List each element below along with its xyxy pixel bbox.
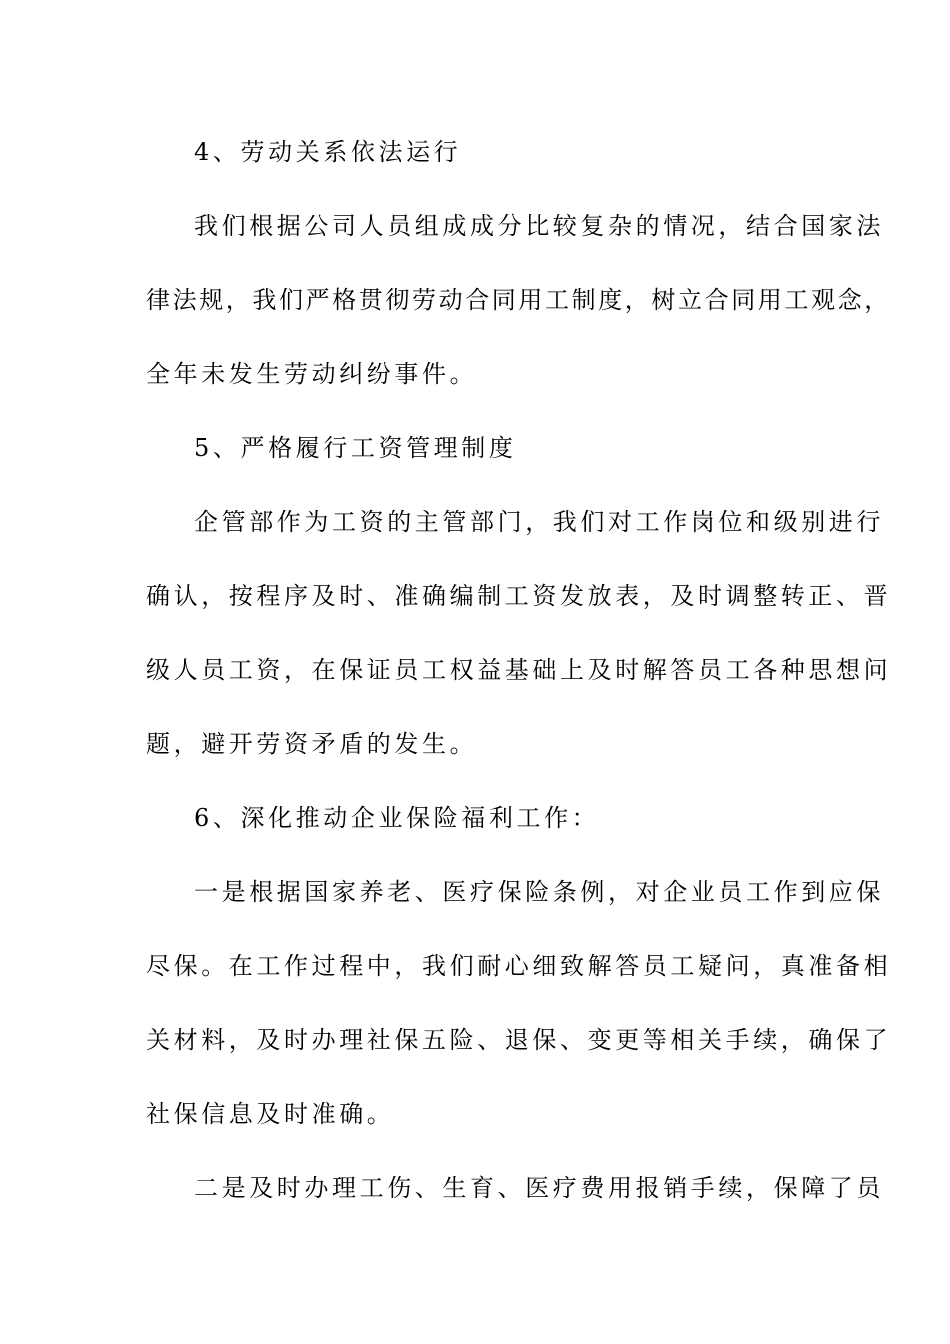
paragraph-line: 确认，按程序及时、准确编制工资发放表，及时调整转正、晋 (146, 582, 892, 610)
paragraph-line: 级人员工资，在保证员工权益基础上及时解答员工各种思想问 (146, 656, 892, 684)
paragraph-line: 律法规，我们严格贯彻劳动合同用工制度，树立合同用工观念， (146, 286, 891, 314)
heading-wage-management: 5、严格履行工资管理制度 (194, 434, 517, 462)
paragraph-line: 关材料，及时办理社保五险、退保、变更等相关手续，确保了 (146, 1026, 892, 1054)
paragraph-line: 我们根据公司人员组成成分比较复杂的情况，结合国家法 (194, 212, 884, 240)
paragraph-line: 一是根据国家养老、医疗保险条例，对企业员工作到应保 (194, 878, 884, 906)
heading-insurance-welfare: 6、深化推动企业保险福利工作： (194, 804, 600, 832)
heading-labor-relations: 4、劳动关系依法运行 (194, 138, 462, 166)
paragraph-line: 全年未发生劳动纠纷事件。 (146, 360, 478, 388)
paragraph-line: 社保信息及时准确。 (146, 1100, 395, 1128)
paragraph-line: 企管部作为工资的主管部门，我们对工作岗位和级别进行 (194, 508, 884, 536)
paragraph-line: 二是及时办理工伤、生育、医疗费用报销手续，保障了员 (194, 1174, 884, 1202)
paragraph-line: 尽保。在工作过程中，我们耐心细致解答员工疑问，真准备相 (146, 952, 892, 980)
paragraph-line: 题，避开劳资矛盾的发生。 (146, 730, 478, 758)
